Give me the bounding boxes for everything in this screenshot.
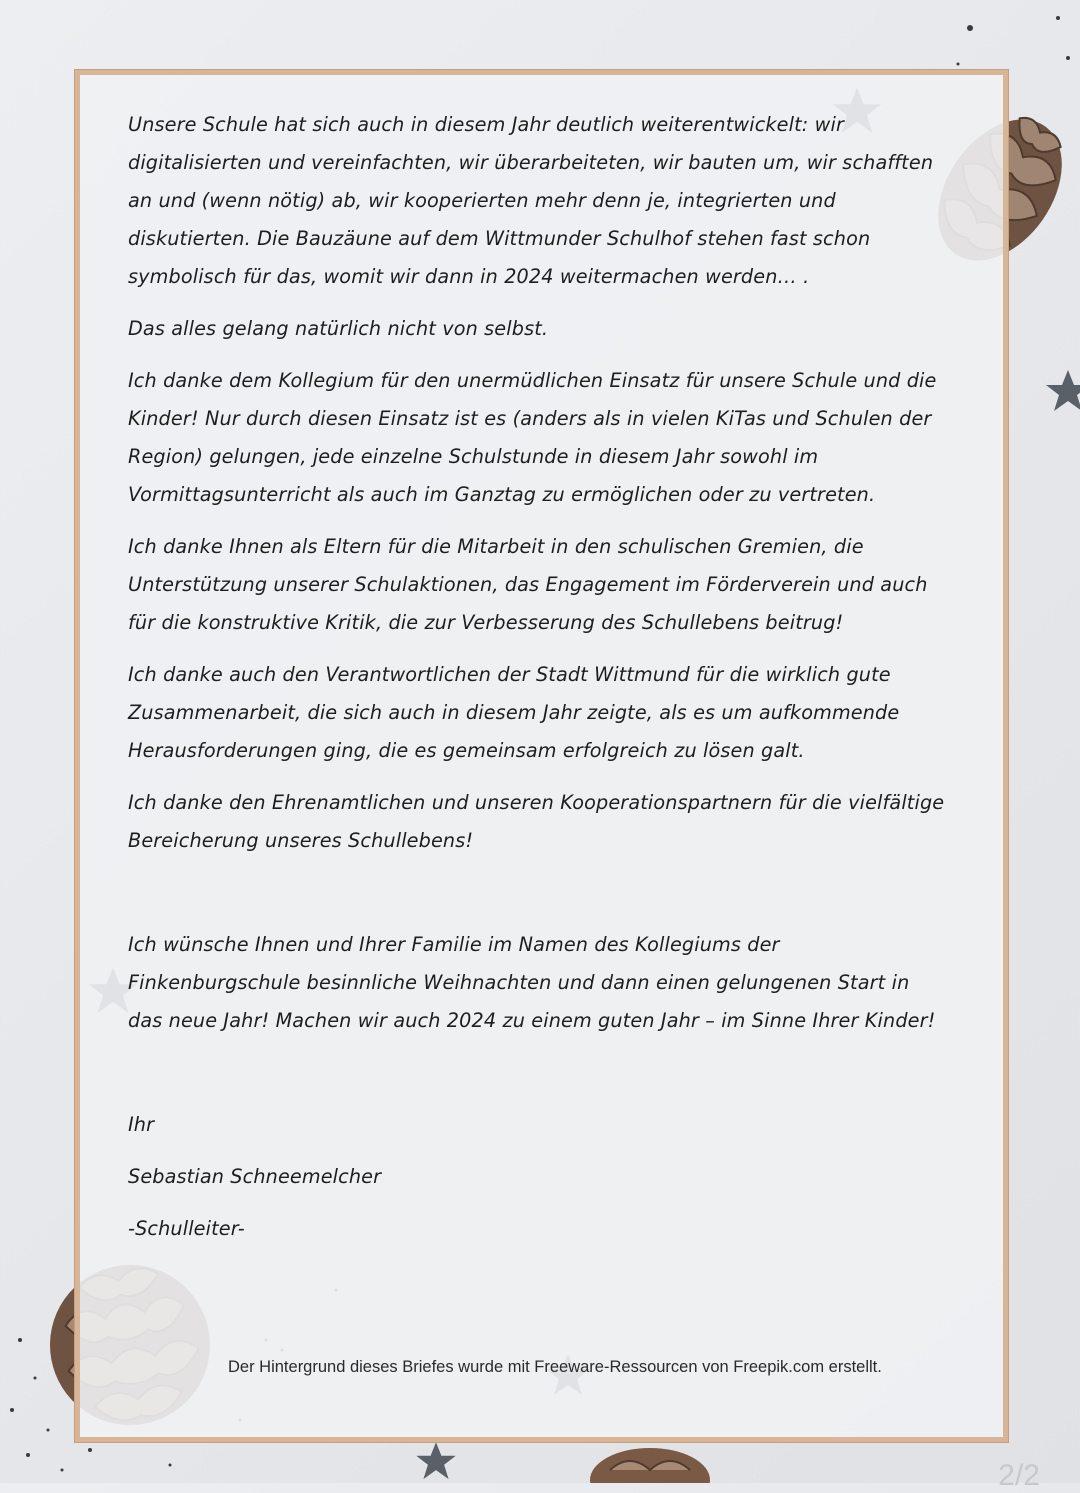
letter-body <box>128 106 948 1262</box>
page-number: 2/2 <box>998 1459 1040 1492</box>
salutation: Ihr <box>128 1113 155 1136</box>
signer-name: Sebastian Schneemelcher <box>128 1165 382 1188</box>
star-icon <box>1046 370 1080 411</box>
paragraph: Das alles gelang natürlich nicht von selbst. <box>128 317 549 340</box>
footer-note: Der Hintergrund dieses Briefes wurde mit Freeware-Ressourcen von Freepik.com erstellt. <box>228 1358 882 1376</box>
star-icon <box>416 1442 456 1479</box>
pine-cone-icon <box>590 1448 710 1483</box>
paragraph: Ich danke Ihnen als Eltern für die Mitarbeit in den schulischen Gremien, die Unterstützung unserer Schulaktionen, das Engagement im Förderverein und auch für die konstruktive Kritik, die zur Verbesserung des Schullebens beitrug! <box>128 535 928 634</box>
paragraph: Ich danke auch den Verantwortlichen der Stadt Wittmund für die wirklich gute Zusammenarbeit, die sich auch in diesem Jahr zeigte, als es um aufkommende Herausforderungen ging, die es gemeinsam erfolgreich zu lösen galt. <box>128 663 900 762</box>
signer-role: -Schulleiter- <box>128 1217 245 1240</box>
paragraph: Unsere Schule hat sich auch in diesem Jahr deutlich weiterentwickelt: wir digitalisierten und vereinfachten, wir überarbeiteten, wir bauten um, wir schafften an und (wenn nötig) ab, wir kooperierten mehr denn je, integrierten und diskutierten. Die Bauzäune auf dem Wittmunder Schulhof stehen fast schon symbolisch für das, womit wir dann in 2024 weitermachen werden… . <box>128 113 934 288</box>
paragraph: Ich danke dem Kollegium für den unermüdlichen Einsatz für unsere Schule und die Kinder! Nur durch diesen Einsatz ist es (anders als in vielen KiTas und Schulen der Region) gelungen, jede einzelne Schulstunde in diesem Jahr sowohl im Vormittagsunterricht als auch im Ganztag zu ermöglichen oder zu vertreten. <box>128 369 937 506</box>
closing-paragraph: Ich wünsche Ihnen und Ihrer Familie im Namen des Kollegiums der Finkenburgschule besinnliche Weihnachten und dann einen gelungenen Start in das neue Jahr! Machen wir auch 2024 zu einem guten Jahr – im Sinne Ihrer Kinder! <box>128 933 936 1032</box>
paragraph: Ich danke den Ehrenamtlichen und unseren Kooperationspartnern für die vielfältige Bereicherung unseres Schullebens! <box>128 791 945 852</box>
